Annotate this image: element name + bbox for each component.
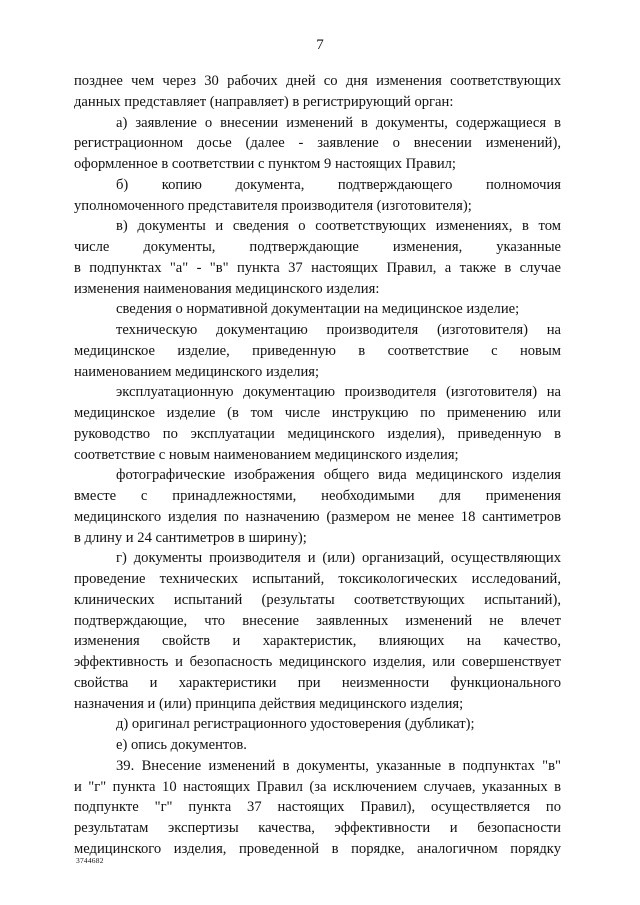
text-line: а) заявление о внесении изменений в документы, содержащиеся в [116, 114, 561, 131]
text-line: данных представляет (направляет) в регистрирующий орган: [74, 93, 454, 110]
text-line: клинических испытаний (результаты соответствующих испытаний), [74, 591, 561, 608]
text-line: медицинское изделие (в том числе инструкцию по применению или [74, 405, 561, 421]
text-line: оформленное в соответствии с пунктом 9 настоящих Правил; [74, 156, 456, 172]
text-line: медицинское изделие, приведенную в соответствие с новым [74, 342, 561, 359]
text-line: свойства и характеристики при неизменности функционального [74, 674, 561, 691]
text-line: назначения и (или) принципа действия медицинского изделия; [74, 695, 464, 712]
text-line: регистрационном досье (далее - заявление о внесении изменений), [74, 135, 561, 152]
text-line: техническую документацию производителя (изготовителя) на [116, 322, 561, 338]
paragraph [74, 299, 561, 320]
text-line: позднее чем через 30 рабочих дней со дня изменения соответствующих [74, 73, 561, 89]
paragraph [74, 756, 561, 860]
paragraph [74, 113, 561, 175]
text-line: е) опись документов. [116, 737, 247, 753]
text-line: эксплуатационную документацию производителя (изготовителя) на [116, 384, 561, 401]
text-line: соответствие с новым наименованием медицинского изделия; [74, 446, 459, 463]
text-line: медицинского изделия, проведенной в порядке, аналогичном порядку [74, 840, 561, 857]
paragraph [74, 216, 561, 299]
text-line: в подпунктах "а" - "в" пункта 37 настоящих Правил, а также в случае [74, 259, 561, 276]
text-line: изменения наименования медицинского изделия: [74, 280, 380, 297]
text-line: уполномоченного представителя производителя (изготовителя); [74, 197, 472, 214]
text-line: сведения о нормативной документации на медицинское изделие; [116, 301, 520, 318]
text-line: г) документы производителя и (или) организаций, осуществляющих [116, 550, 561, 567]
paragraph [74, 320, 561, 382]
text-line: эффективность и безопасность медицинского изделия, или совершенствует [74, 654, 561, 670]
text-line: и "г" пункта 10 настоящих Правил (за исключением случаев, указанных в [74, 778, 561, 795]
text-line: в длину и 24 сантиметров в ширину); [74, 529, 307, 546]
text-line: д) оригинал регистрационного удостоверения (дубликат); [116, 716, 475, 733]
text-line: изменения свойств и характеристик, влияющих на качество, [74, 633, 561, 650]
paragraph [74, 71, 561, 113]
text-line: проведение технических испытаний, токсикологических исследований, [74, 571, 561, 587]
text-line: подпункте "г" пункта 37 настоящих Правил), осуществляется по [74, 799, 561, 816]
page-number: 7 [316, 37, 324, 53]
paragraph [74, 714, 561, 735]
text-line: вместе с принадлежностями, необходимыми для применения [74, 488, 561, 504]
paragraph [74, 382, 561, 465]
text-line: наименованием медицинского изделия; [74, 363, 320, 380]
text-line: результатам экспертизы качества, эффективности и безопасности [74, 820, 561, 836]
text-line: в) документы и сведения о соответствующих изменениях, в том [116, 218, 561, 235]
paragraph [74, 548, 561, 714]
text-line: руководство по эксплуатации медицинского изделия), приведенную в [74, 425, 561, 442]
paragraph [74, 735, 561, 756]
text-line: числе документы, подтверждающие изменения, указанные [74, 239, 561, 255]
text-line: 39. Внесение изменений в документы, указанные в подпунктах "в" [116, 757, 561, 774]
text-line: медицинского изделия по назначению (размером не менее 18 сантиметров [74, 508, 561, 525]
document-code: 3744682 [76, 856, 104, 865]
text-line: подтверждающие, что внесение заявленных изменений не влечет [74, 612, 561, 629]
document-body [74, 71, 561, 860]
text-line: фотографические изображения общего вида медицинского изделия [116, 467, 561, 484]
paragraph [74, 175, 561, 217]
text-line: б) копию документа, подтверждающего полномочия [116, 176, 561, 193]
paragraph [74, 465, 561, 548]
